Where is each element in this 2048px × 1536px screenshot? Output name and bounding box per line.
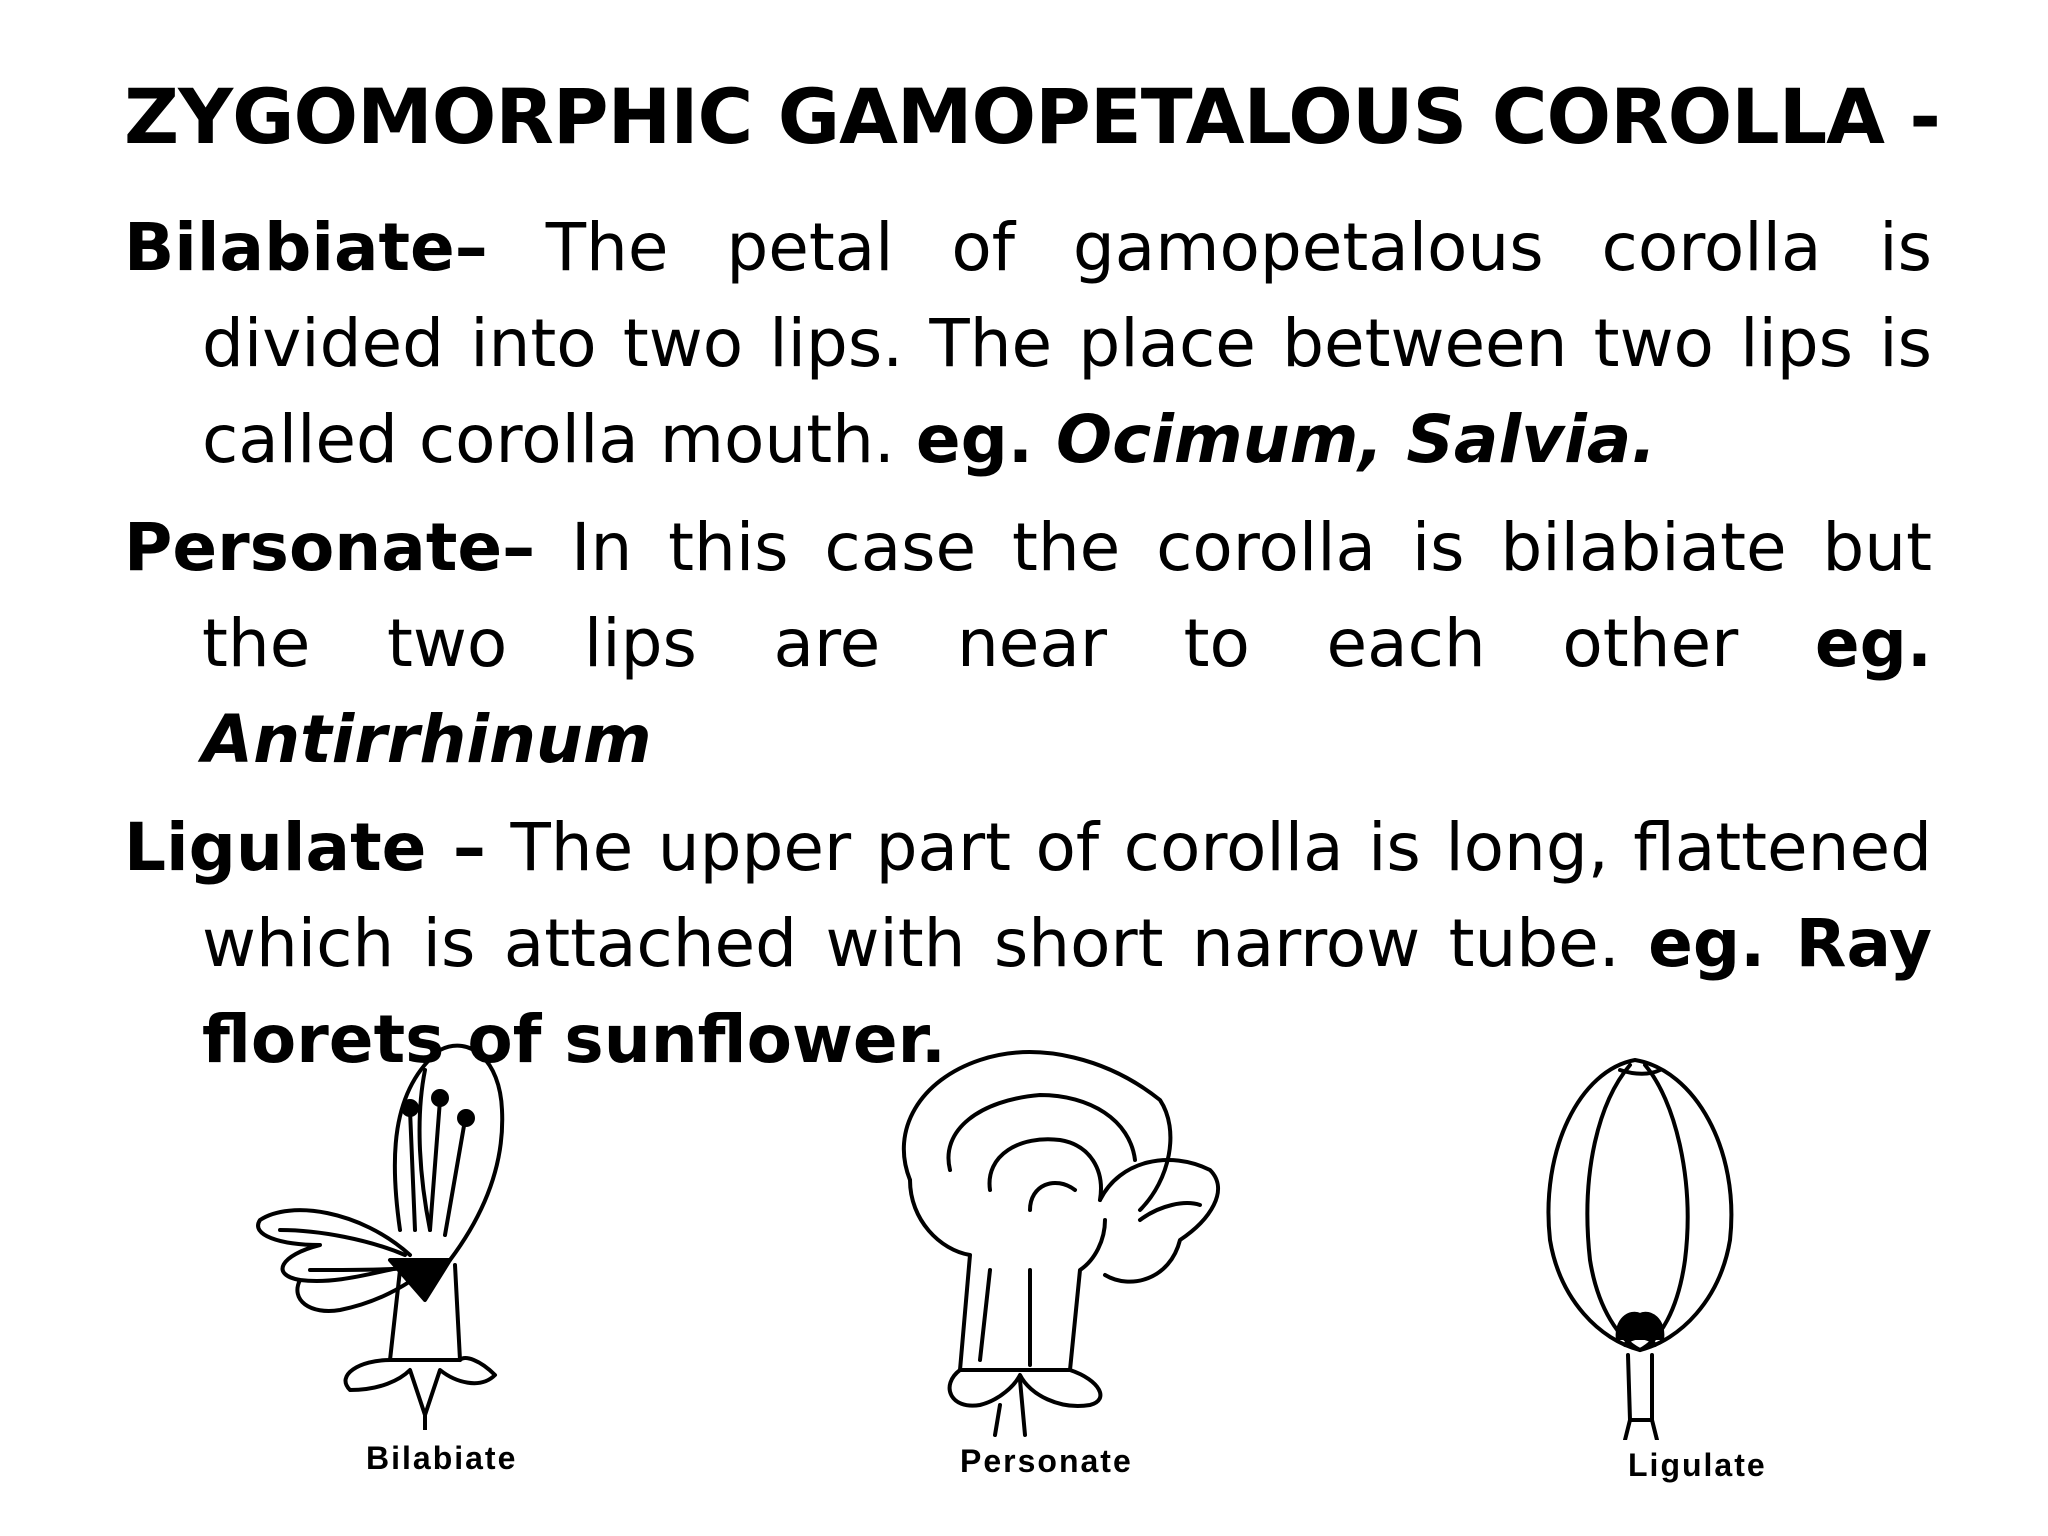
bilabiate-figure bbox=[240, 1030, 560, 1430]
definitions-list bbox=[124, 200, 1932, 1100]
caption-personate: Personate bbox=[960, 1443, 1133, 1479]
example-bilabiate: Ocimum, Salvia. bbox=[1032, 401, 1657, 478]
ligulate-figure bbox=[1520, 1040, 1760, 1440]
definition-text-bilabiate: The petal of gamopetalous corolla is divided into two lips. The place between two lips is called corolla mouth. bbox=[202, 209, 1932, 478]
eg-label-personate: eg. bbox=[1814, 605, 1932, 682]
slide-title: ZYGOMORPHIC GAMOPETALOUS COROLLA - bbox=[124, 72, 1940, 161]
term-bilabiate: Bilabiate– bbox=[124, 209, 488, 286]
definition-bilabiate bbox=[124, 200, 1932, 488]
bilabiate-flower-illustration-icon bbox=[240, 1030, 560, 1430]
caption-ligulate: Ligulate bbox=[1628, 1447, 1767, 1483]
definition-text-personate: In this case the corolla is bilabiate but the two lips are near to each other bbox=[202, 509, 1932, 682]
personate-figure bbox=[880, 1040, 1240, 1440]
eg-label-ligulate: eg. Ray florets of sunflower. bbox=[202, 905, 1932, 1078]
personate-flower-illustration-icon bbox=[880, 1040, 1240, 1440]
caption-bilabiate: Bilabiate bbox=[366, 1440, 518, 1476]
term-ligulate: Ligulate – bbox=[124, 809, 486, 886]
definition-text-ligulate: The upper part of corolla is long, flattened which is attached with short narrow tube. bbox=[202, 809, 1932, 982]
definition-personate bbox=[124, 500, 1932, 788]
example-personate: Antirrhinum bbox=[202, 701, 652, 778]
eg-label-bilabiate: eg. bbox=[915, 401, 1033, 478]
term-personate: Personate– bbox=[124, 509, 536, 586]
ligulate-flower-illustration-icon bbox=[1520, 1040, 1760, 1440]
